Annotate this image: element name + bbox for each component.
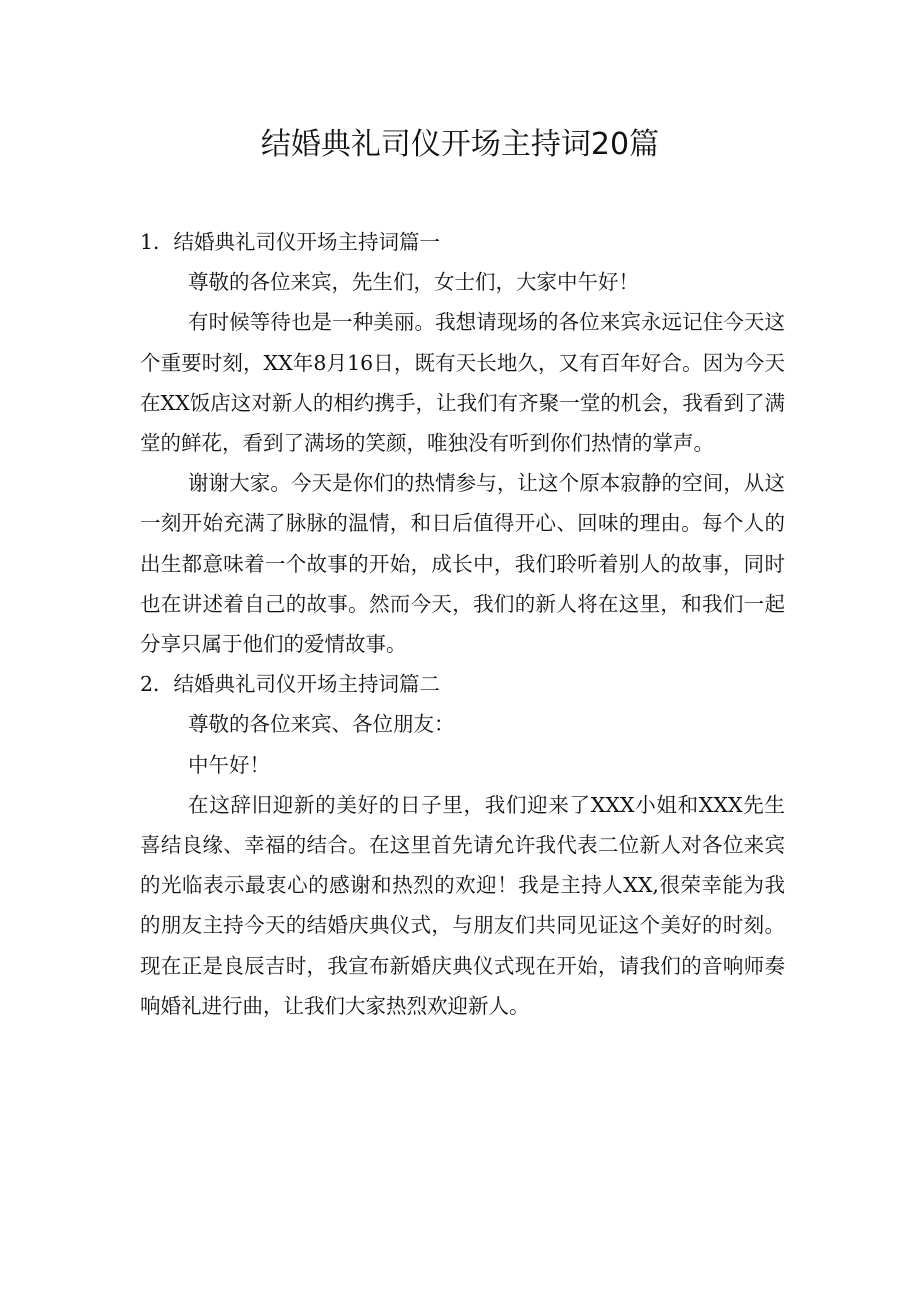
document-body [140,222,785,1026]
paragraph: 谢谢大家。今天是你们的热情参与，让这个原本寂静的空间，从这一刻开始充满了脉脉的温情，和日后值得开心、回味的理由。每个人的出生都意味着一个故事的开始，成长中，我们聆听着别人的故事，同时也在讲述着自己的故事。然而今天，我们的新人将在这里，和我们一起分享只属于他们的爱情故事。 [140,471,785,657]
paragraph: 在这辞旧迎新的美好的日子里，我们迎来了XXX小姐和XXX先生喜结良缘、幸福的结合。在这里首先请允许我代表二位新人对各位来宾的光临表示最衷心的感谢和热烈的欢迎！我是主持人XX,很荣幸能为我的朋友主持今天的结婚庆典仪式，与朋友们共同见证这个美好的时刻。现在正是良辰吉时，我宣布新婚庆典仪式现在开始，请我们的音响师奏响婚礼进行曲，让我们大家热烈欢迎新人。 [140,792,785,1018]
paragraph: 有时候等待也是一种美丽。我想请现场的各位来宾永远记住今天这个重要时刻，XX年8月16日，既有天长地久，又有百年好合。因为今天在XX饭店这对新人的相约携手，让我们有齐聚一堂的机会，我看到了满堂的鲜花，看到了满场的笑颜，唯独没有听到你们热情的掌声。 [140,310,785,456]
paragraph: 中午好！ [188,752,270,777]
section-heading-1: 1．结婚典礼司仪开场主持词篇一 [140,230,441,254]
section-heading-2: 2．结婚典礼司仪开场主持词篇二 [140,672,441,697]
paragraph: 尊敬的各位来宾，先生们，女士们，大家中午好！ [188,270,639,295]
paragraph: 尊敬的各位来宾、各位朋友： [188,712,455,737]
document-title: 结婚典礼司仪开场主持词20篇 [260,127,660,162]
